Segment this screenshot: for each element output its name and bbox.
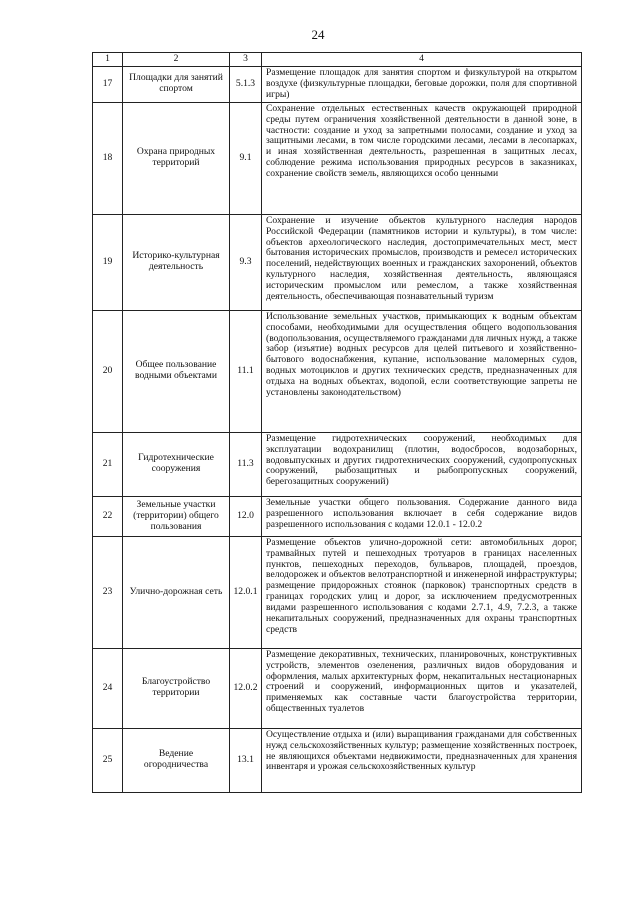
page-number: 24 [311,27,325,42]
table-row [93,102,582,214]
use-description: Сохранение отдельных естественных качеств окружающей природной среды путем ограничения хозяйственной деятельности в данной зоне, в частности: создание и уход за запретными полосами, создание и уход за защитными лесами, в том числе городскими лесами, лесами в лесопарках, и иная хозяйственная деятельность, разрешенная в защитных лесах, соблюдение режима использования природных ресурсов в заказниках, сохранение свойств земель, являющихся особо ценными [262,102,582,214]
use-code: 13.1 [230,728,262,792]
use-name: Площадки для занятий спортом [123,67,230,103]
table-row [93,648,582,728]
use-description: Использование земельных участков, примыкающих к водным объектам способами, необходимыми для осуществления общего водопользования (водопользования, осуществляемого гражданами для личных нужд, а также забор (изъятие) водных ресурсов для целей питьевого и хозяйственно-бытового водоснабжения, купание, использование маломерных судов, водных мотоциклов и других технических средств, предназначенных для отдыха на водных объектах, водопой, если соответствующие запреты не установлены законодательством) [262,310,582,432]
use-code: 11.1 [230,310,262,432]
table-row [93,536,582,648]
use-name: Охрана природных территорий [123,102,230,214]
row-number: 20 [93,310,123,432]
use-name: Благоустройство территории [123,648,230,728]
use-name: Улично-дорожная сеть [123,536,230,648]
use-description: Размещение декоративных, технических, планировочных, конструктивных устройств, элементов озеленения, различных видов оборудования и оформления, малых архитектурных форм, некапитальных нестационарных строений и сооружений, информационных щитов и указателей, применяемых как составные части благоустройства территории, общественных туалетов [262,648,582,728]
use-description: Земельные участки общего пользования. Содержание данного вида разрешенного использования включает в себя содержание видов разрешенного использования с кодами 12.0.1 - 12.0.2 [262,496,582,536]
header-col-1: 1 [93,53,123,67]
row-number: 18 [93,102,123,214]
use-name: Историко-культурная деятельность [123,214,230,310]
use-code: 12.0 [230,496,262,536]
row-number: 22 [93,496,123,536]
use-description: Размещение площадок для занятия спортом и физкультурой на открытом воздухе (физкультурные площадки, беговые дорожки, поля для спортивной игры) [262,67,582,103]
table-row [93,728,582,792]
table-row [93,214,582,310]
header-col-3: 3 [230,53,262,67]
table-row [93,496,582,536]
use-name: Общее пользование водными объектами [123,310,230,432]
use-description: Сохранение и изучение объектов культурного наследия народов Российской Федерации (памятников истории и культуры), в том числе: объектов археологического наследия, достопримечательных мест, мест бытования исторических промыслов, производств и ремесел исторических поселений, недействующих военных и гражданских захоронений, объектов культурного наследия, хозяйственная деятельность, являющаяся историческим промыслом или ремеслом, а также хозяйственная деятельность, обеспечивающая познавательный туризм [262,214,582,310]
table-row [93,67,582,103]
use-code: 12.0.1 [230,536,262,648]
use-description: Осуществление отдыха и (или) выращивания гражданами для собственных нужд сельскохозяйственных культур; размещение хозяйственных построек, не являющихся объектами недвижимости, предназначенных для хранения инвентаря и урожая сельскохозяйственных культур [262,728,582,792]
header-col-2: 2 [123,53,230,67]
table-header-row [93,53,582,67]
land-use-table [92,52,582,793]
row-number: 24 [93,648,123,728]
header-col-4: 4 [262,53,582,67]
table-row [93,310,582,432]
row-number: 23 [93,536,123,648]
use-code: 5.1.3 [230,67,262,103]
use-description: Размещение объектов улично-дорожной сети: автомобильных дорог, трамвайных путей и пешеходных тротуаров в границах населенных пунктов, пешеходных переходов, бульваров, площадей, проездов, велодорожек и объектов велотранспортной и инженерной инфраструктуры; размещение придорожных стоянок (парковок) транспортных средств в границах городских улиц и дорог, за исключением предусмотренных видами разрешенного использования с кодами 2.7.1, 4.9, 7.2.3, а также некапитальных сооружений, предназначенных для охраны транспортных средств [262,536,582,648]
use-name: Ведение огородничества [123,728,230,792]
table-row [93,432,582,496]
use-name: Земельные участки (территории) общего пользования [123,496,230,536]
use-description: Размещение гидротехнических сооружений, необходимых для эксплуатации водохранилищ (плотин, водосбросов, водозаборных, водовыпускных и других гидротехнических сооружений, судопропускных сооружений, рыбозащитных и рыбопропускных сооружений, берегозащитных сооружений) [262,432,582,496]
use-code: 12.0.2 [230,648,262,728]
use-code: 9.3 [230,214,262,310]
use-code: 9.1 [230,102,262,214]
row-number: 17 [93,67,123,103]
use-code: 11.3 [230,432,262,496]
row-number: 25 [93,728,123,792]
use-name: Гидротехнические сооружения [123,432,230,496]
row-number: 21 [93,432,123,496]
row-number: 19 [93,214,123,310]
